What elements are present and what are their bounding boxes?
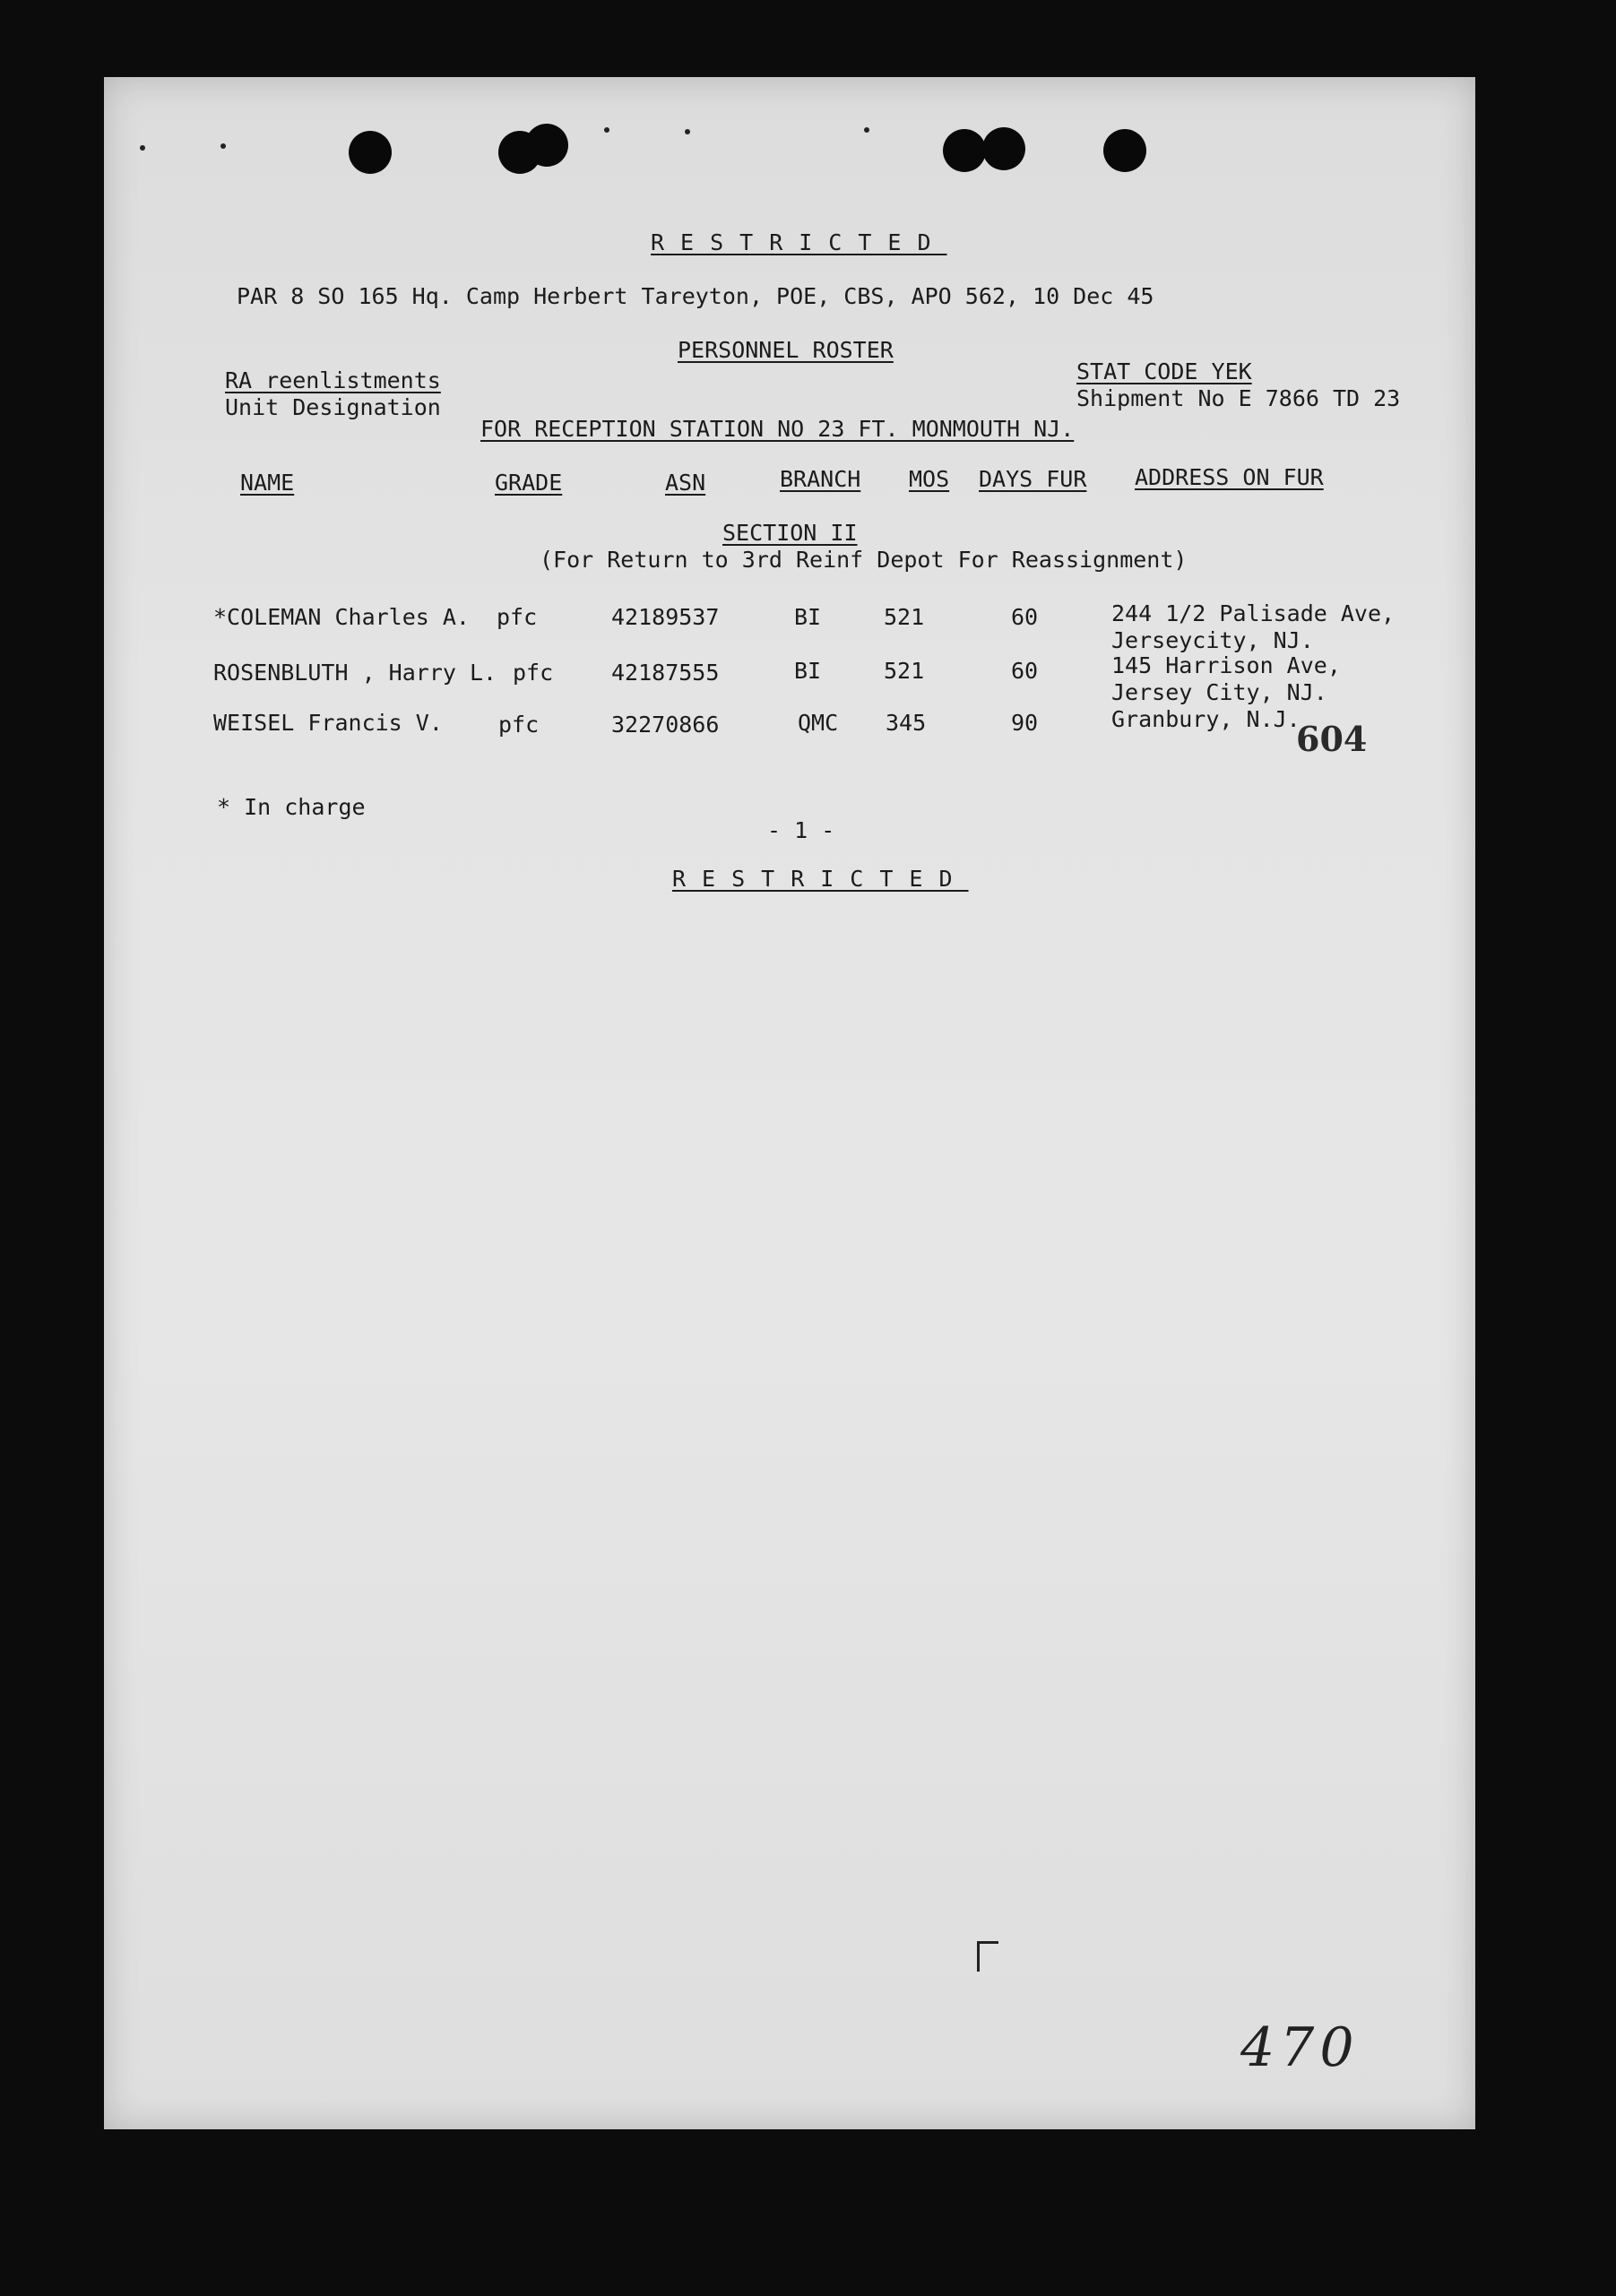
unit-value: RA reenlistments	[225, 367, 441, 393]
roster-row-address-line-2: Jersey City, NJ.	[1111, 679, 1327, 705]
footnote: * In charge	[217, 794, 366, 820]
speck	[140, 145, 145, 151]
roster-row-mos: 521	[884, 604, 925, 630]
roster-row-grade: pfc	[497, 604, 538, 630]
punch-hole	[349, 131, 392, 174]
roster-row-grade: pfc	[498, 712, 540, 738]
col-header-name: NAME	[240, 470, 295, 496]
section-title: SECTION II	[722, 520, 858, 546]
roster-title: PERSONNEL ROSTER	[678, 337, 894, 363]
punch-hole	[943, 129, 986, 172]
roster-row-name: WEISEL Francis V.	[213, 710, 443, 736]
roster-row-address-line-2: Jerseycity, NJ.	[1111, 627, 1314, 653]
roster-row-asn: 32270866	[611, 712, 720, 738]
pen-mark	[977, 1941, 980, 1972]
roster-row-asn: 42187555	[611, 660, 720, 686]
roster-row-address-line-1: Granbury, N.J.	[1111, 706, 1301, 732]
roster-row-days: 60	[1011, 604, 1039, 630]
speck	[220, 143, 226, 149]
roster-row-branch: QMC	[798, 710, 839, 736]
roster-row-name: ROSENBLUTH , Harry L.	[213, 660, 497, 686]
roster-row-days: 60	[1011, 658, 1039, 684]
roster-row-asn: 42189537	[611, 604, 720, 630]
roster-row-grade: pfc	[513, 660, 554, 686]
roster-row-mos: 521	[884, 658, 925, 684]
col-header-mos: MOS	[909, 466, 950, 492]
handwritten-number: 470	[1240, 2016, 1360, 2079]
pen-mark	[977, 1941, 998, 1944]
roster-row-name: *COLEMAN Charles A.	[213, 604, 470, 630]
punch-hole	[982, 127, 1025, 170]
stat-code: STAT CODE YEK	[1076, 358, 1252, 384]
col-header-asn: ASN	[665, 470, 706, 496]
speck	[604, 127, 609, 133]
punch-hole	[525, 124, 568, 167]
shipment-number: Shipment No E 7866 TD 23	[1076, 385, 1401, 411]
classification-bottom: RESTRICTED	[672, 866, 969, 892]
col-header-address: ADDRESS ON FUR	[1135, 464, 1324, 490]
speck	[685, 129, 690, 134]
stamped-number: 604	[1296, 719, 1368, 759]
roster-row-branch: BI	[794, 604, 822, 630]
roster-row-days: 90	[1011, 710, 1039, 736]
roster-row-address-line-1: 244 1/2 Palisade Ave,	[1111, 600, 1396, 626]
section-subtitle: (For Return to 3rd Reinf Depot For Reassignment)	[540, 547, 1188, 573]
punch-hole	[1103, 129, 1146, 172]
roster-row-address-line-1: 145 Harrison Ave,	[1111, 652, 1341, 678]
col-header-grade: GRADE	[495, 470, 563, 496]
speck	[864, 127, 869, 133]
document-page	[104, 77, 1475, 2129]
roster-row-mos: 345	[886, 710, 927, 736]
reference-line: PAR 8 SO 165 Hq. Camp Herbert Tareyton, POE, CBS, APO 562, 10 Dec 45	[237, 283, 1154, 309]
page-number: - 1 -	[767, 817, 835, 843]
classification-top: RESTRICTED	[651, 229, 947, 255]
col-header-branch: BRANCH	[780, 466, 861, 492]
col-header-days-fur: DAYS FUR	[979, 466, 1087, 492]
roster-row-branch: BI	[794, 658, 822, 684]
unit-label: Unit Designation	[225, 394, 441, 420]
destination: FOR RECEPTION STATION NO 23 FT. MONMOUTH NJ.	[480, 416, 1075, 442]
